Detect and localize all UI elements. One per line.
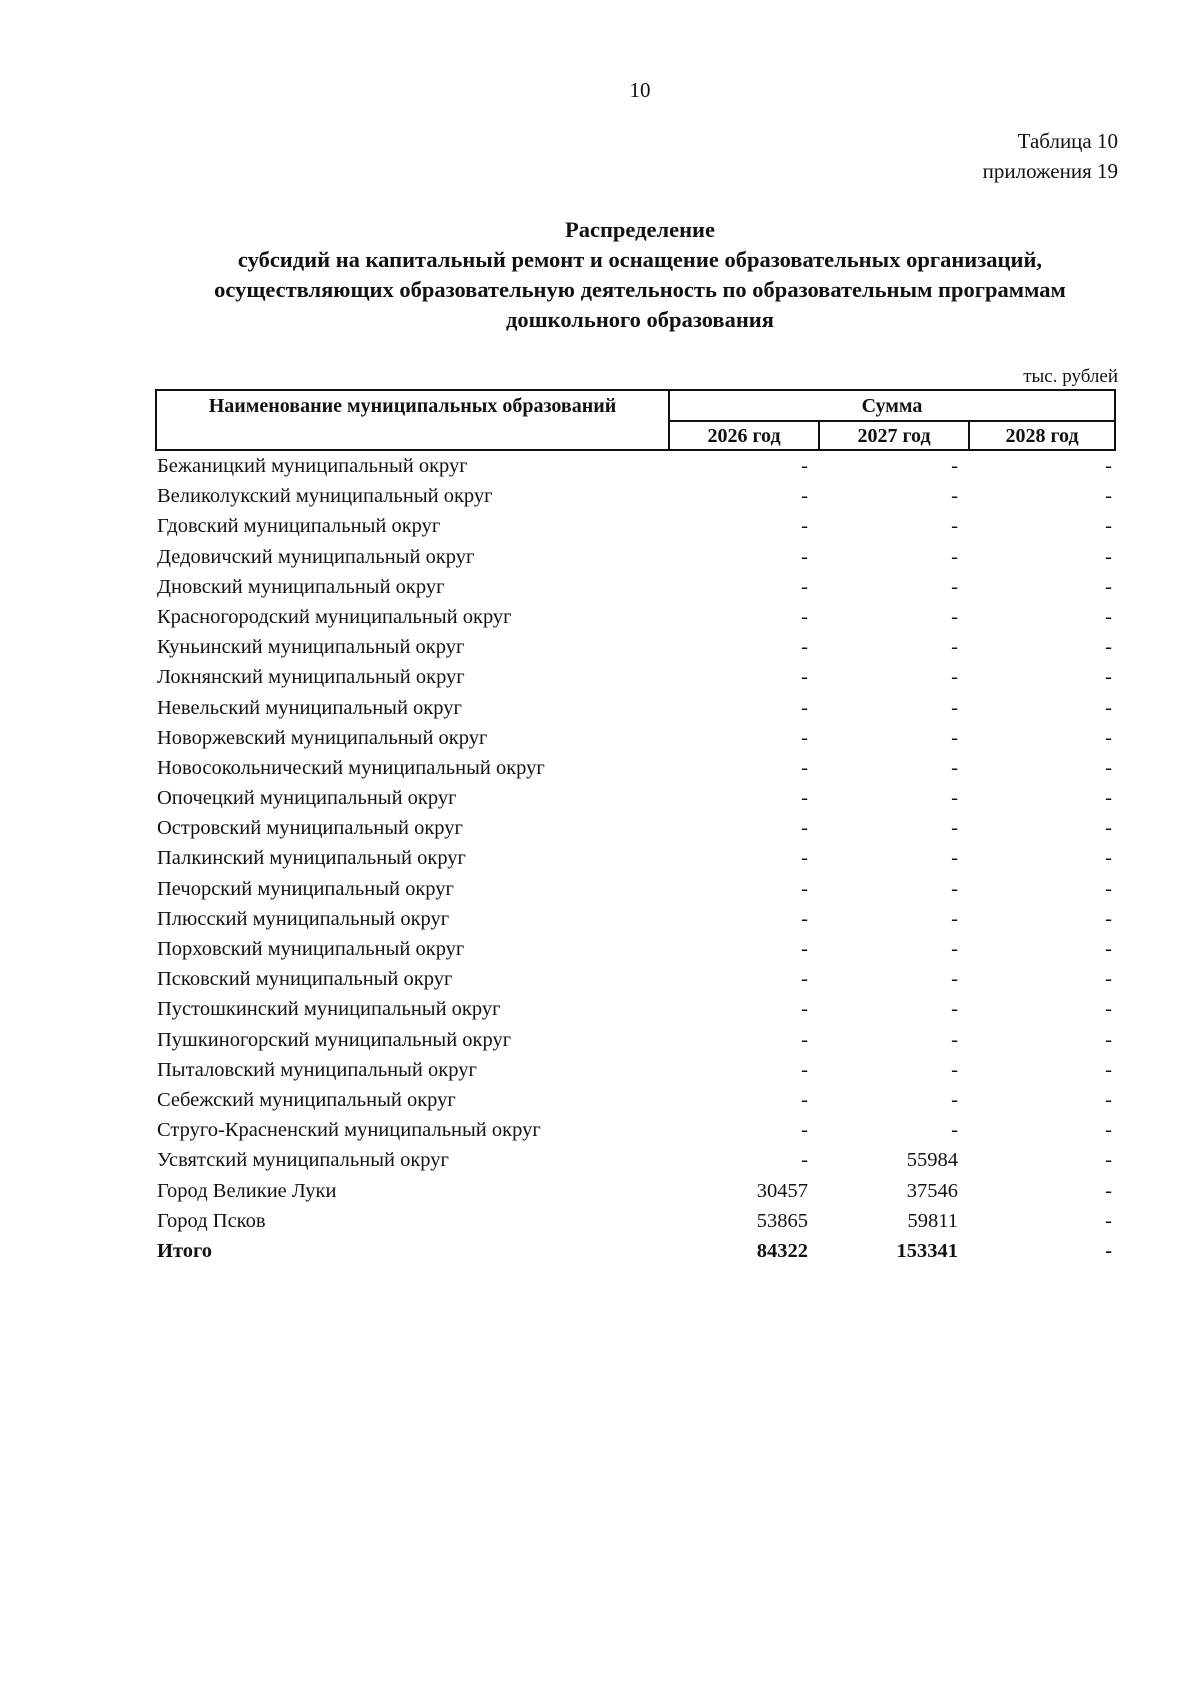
row-name: Себежский муниципальный округ xyxy=(157,1088,456,1111)
row-value-2026: - xyxy=(801,515,808,538)
row-name: Город Псков xyxy=(157,1209,266,1232)
table-label xyxy=(983,126,1118,186)
row-name: Бежаницкий муниципальный округ xyxy=(157,455,468,477)
row-value-2028: - xyxy=(1105,877,1112,900)
table-row xyxy=(155,1206,1116,1236)
row-value-2027: - xyxy=(951,817,958,840)
table-row xyxy=(155,602,1116,632)
title-line: осуществляющих образовательную деятельность по образовательным программам xyxy=(214,277,1066,302)
row-name: Пустошкинский муниципальный округ xyxy=(157,998,501,1021)
total-row xyxy=(155,1236,1116,1266)
row-name: Порховский муниципальный округ xyxy=(157,938,465,960)
row-value-2027: - xyxy=(951,847,958,870)
table-row xyxy=(155,1025,1116,1055)
table-row xyxy=(155,964,1116,994)
table-row xyxy=(155,723,1116,753)
header-year-2027: 2027 год xyxy=(820,422,970,449)
row-value-2026: - xyxy=(801,1058,808,1081)
table-row xyxy=(155,904,1116,934)
row-value-2026: - xyxy=(801,968,808,991)
row-value-2027: - xyxy=(951,1119,958,1142)
row-name: Опочецкий муниципальный округ xyxy=(157,787,457,810)
row-value-2028: - xyxy=(1105,485,1112,508)
row-value-2028: - xyxy=(1105,787,1112,810)
total-value-2026: 84322 xyxy=(756,1239,808,1262)
table-row xyxy=(155,572,1116,602)
table-row xyxy=(155,753,1116,783)
row-name: Невельский муниципальный округ xyxy=(157,696,462,719)
row-value-2028: - xyxy=(1105,1209,1112,1232)
row-value-2027: 55984 xyxy=(906,1149,958,1172)
row-value-2027: 59811 xyxy=(907,1209,958,1232)
row-name: Плюсский муниципальный округ xyxy=(157,907,450,930)
table-row xyxy=(155,934,1116,964)
document-title xyxy=(130,215,1150,335)
row-value-2027: 37546 xyxy=(906,1179,958,1202)
row-value-2027: - xyxy=(951,666,958,689)
row-value-2027: - xyxy=(951,1088,958,1111)
row-name: Новосокольнический муниципальный округ xyxy=(157,756,545,779)
row-name: Струго-Красненский муниципальный округ xyxy=(157,1119,541,1142)
title-line: субсидий на капитальный ремонт и оснащение образовательных организаций, xyxy=(237,247,1043,272)
table-row xyxy=(155,693,1116,723)
row-value-2026: 53865 xyxy=(756,1209,808,1232)
table-row xyxy=(155,1055,1116,1085)
header-sum: Сумма xyxy=(670,391,1114,422)
row-value-2028: - xyxy=(1105,575,1112,598)
total-label: Итого xyxy=(157,1239,213,1262)
row-value-2027: - xyxy=(951,575,958,598)
row-value-2027: - xyxy=(951,636,958,659)
row-value-2028: - xyxy=(1105,1058,1112,1081)
row-name: Гдовский муниципальный округ xyxy=(157,515,441,538)
row-value-2026: - xyxy=(801,938,808,960)
row-value-2026: - xyxy=(801,817,808,840)
row-value-2027: - xyxy=(951,787,958,810)
row-value-2028: - xyxy=(1105,1028,1112,1051)
row-value-2026: - xyxy=(801,1149,808,1172)
page-number: 10 xyxy=(629,78,651,102)
row-name: Печорский муниципальный округ xyxy=(157,877,454,900)
row-value-2028: - xyxy=(1105,605,1112,628)
row-value-2026: - xyxy=(801,907,808,930)
row-value-2028: - xyxy=(1105,938,1112,960)
row-value-2026: 30457 xyxy=(756,1179,808,1202)
row-name: Островский муниципальный округ xyxy=(157,817,463,840)
row-value-2028: - xyxy=(1105,1149,1112,1172)
row-value-2026: - xyxy=(801,998,808,1021)
row-name: Локнянский муниципальный округ xyxy=(157,666,465,689)
row-value-2026: - xyxy=(801,485,808,508)
table-header xyxy=(155,389,1116,451)
row-value-2028: - xyxy=(1105,455,1112,477)
total-value-2028: - xyxy=(1105,1239,1112,1262)
row-value-2027: - xyxy=(951,1028,958,1051)
table-row xyxy=(155,783,1116,813)
row-value-2028: - xyxy=(1105,726,1112,749)
row-value-2027: - xyxy=(951,907,958,930)
row-value-2027: - xyxy=(951,515,958,538)
row-name: Пушкиногорский муниципальный округ xyxy=(157,1028,512,1051)
row-value-2026: - xyxy=(801,696,808,719)
table-label-line: приложения 19 xyxy=(982,159,1118,183)
row-value-2028: - xyxy=(1105,817,1112,840)
table-row xyxy=(155,542,1116,572)
row-value-2026: - xyxy=(801,726,808,749)
total-value-2027: 153341 xyxy=(896,1239,958,1262)
row-value-2026: - xyxy=(801,877,808,900)
table-label-line: Таблица 10 xyxy=(1017,129,1118,153)
row-name: Псковский муниципальный округ xyxy=(157,968,453,991)
row-name: Усвятский муниципальный округ xyxy=(157,1149,449,1172)
row-value-2028: - xyxy=(1105,998,1112,1021)
row-name: Город Великие Луки xyxy=(157,1179,337,1202)
row-value-2028: - xyxy=(1105,515,1112,538)
table-row xyxy=(155,1176,1116,1206)
row-value-2027: - xyxy=(951,545,958,568)
row-value-2028: - xyxy=(1105,545,1112,568)
row-value-2026: - xyxy=(801,666,808,689)
row-value-2027: - xyxy=(951,756,958,779)
table-row xyxy=(155,1145,1116,1175)
title-line: дошкольного образования xyxy=(506,307,774,332)
row-value-2027: - xyxy=(951,726,958,749)
header-year-2026: 2026 год xyxy=(670,422,820,449)
row-value-2027: - xyxy=(951,938,958,960)
table-row xyxy=(155,843,1116,873)
row-name: Дедовичский муниципальный округ xyxy=(157,545,475,568)
row-value-2028: - xyxy=(1105,907,1112,930)
row-value-2028: - xyxy=(1105,968,1112,991)
row-value-2026: - xyxy=(801,575,808,598)
row-value-2027: - xyxy=(951,696,958,719)
row-name: Красногородский муниципальный округ xyxy=(157,605,512,628)
row-value-2027: - xyxy=(951,605,958,628)
table-row xyxy=(155,662,1116,692)
row-value-2026: - xyxy=(801,787,808,810)
row-name: Великолукский муниципальный округ xyxy=(157,485,493,508)
row-value-2028: - xyxy=(1105,696,1112,719)
row-value-2027: - xyxy=(951,1058,958,1081)
table-row xyxy=(155,813,1116,843)
row-value-2028: - xyxy=(1105,1088,1112,1111)
units-label: тыс. рублей xyxy=(1023,366,1118,387)
table-row xyxy=(155,451,1116,481)
header-year-2028: 2028 год xyxy=(1005,425,1079,447)
row-value-2027: - xyxy=(951,485,958,508)
table-row xyxy=(155,511,1116,541)
table-row xyxy=(155,481,1116,511)
table-row xyxy=(155,1115,1116,1145)
row-name: Палкинский муниципальный округ xyxy=(157,847,466,870)
row-value-2026: - xyxy=(801,756,808,779)
row-value-2026: - xyxy=(801,545,808,568)
row-value-2028: - xyxy=(1105,1119,1112,1142)
row-value-2026: - xyxy=(801,847,808,870)
row-value-2028: - xyxy=(1105,666,1112,689)
row-name: Пыталовский муниципальный округ xyxy=(157,1058,477,1081)
row-name: Новоржевский муниципальный округ xyxy=(157,726,488,749)
row-name: Куньинский муниципальный округ xyxy=(157,636,465,659)
row-value-2028: - xyxy=(1105,1179,1112,1202)
header-name: Наименование муниципальных образований xyxy=(157,391,670,449)
row-value-2027: - xyxy=(951,968,958,991)
row-value-2028: - xyxy=(1105,847,1112,870)
row-value-2027: - xyxy=(951,455,958,477)
title-heading: Распределение xyxy=(564,217,716,242)
row-value-2026: - xyxy=(801,605,808,628)
table-body xyxy=(155,451,1116,1266)
table-row xyxy=(155,1085,1116,1115)
row-name: Дновский муниципальный округ xyxy=(157,575,445,598)
table-row xyxy=(155,632,1116,662)
row-value-2026: - xyxy=(801,636,808,659)
row-value-2027: - xyxy=(951,998,958,1021)
row-value-2026: - xyxy=(801,1028,808,1051)
row-value-2026: - xyxy=(801,1119,808,1142)
table-row xyxy=(155,874,1116,904)
row-value-2026: - xyxy=(801,455,808,477)
row-value-2026: - xyxy=(801,1088,808,1111)
row-value-2028: - xyxy=(1105,756,1112,779)
row-value-2027: - xyxy=(951,877,958,900)
row-value-2028: - xyxy=(1105,636,1112,659)
table-row xyxy=(155,994,1116,1024)
